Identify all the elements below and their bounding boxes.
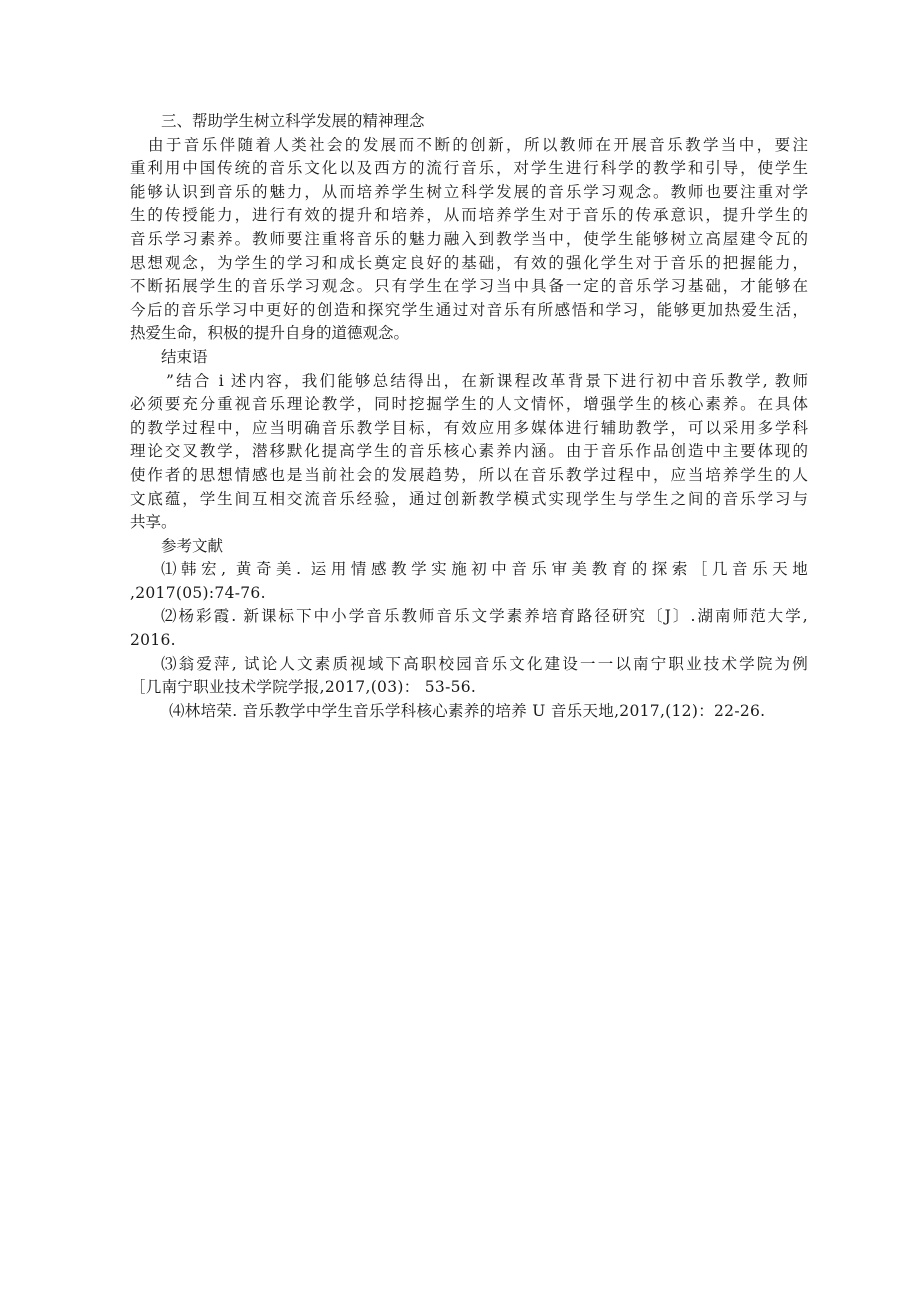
document-page	[130, 110, 808, 723]
paragraph-line: 不断拓展学生的音乐学习观念。只有学生在学习当中具备一定的音乐学习基础，才能够在	[130, 277, 808, 296]
paragraph-line: 能够认识到音乐的魅力，从而培养学生树立科学发展的音乐学习观念。教师也要注重对学	[130, 182, 808, 201]
paragraph-line: 音乐学习素养。教师要注重将音乐的魅力融入到教学当中，使学生能够树立高屋建令瓦的	[130, 229, 808, 248]
paragraph-line: 的教学过程中，应当明确音乐教学目标，有效应用多媒体进行辅助教学，可以采用多学科	[130, 418, 808, 437]
paragraph-line: 生的传授能力，进行有效的提升和培养，从而培养学生对于音乐的传承意识，提升学生的	[130, 206, 808, 225]
reference-item: ⑶翁爱萍, 试论人文素质视域下高职校园音乐文化建设一一以南宁职业技术学院为例	[161, 654, 808, 673]
section-3-paragraph	[130, 134, 808, 346]
paragraph-line: 使作者的思想情感也是当前社会的发展趋势，所以在音乐教学过程中，应当培养学生的人	[130, 465, 808, 484]
reference-item-continuation: ,2017(05):74-76.	[130, 583, 266, 602]
reference-item-continuation: 2016.	[130, 631, 176, 650]
section-heading-3: 三、帮助学生树立科学发展的精神理念	[161, 112, 425, 130]
paragraph-line: 今后的音乐学习中更好的创造和探究学生通过对音乐有所感悟和学习，能够更加热爱生活，	[130, 300, 808, 319]
references-heading: 参考文献	[161, 536, 224, 555]
reference-item: ⑴韩宏, 黄奇美. 运用情感教学实施初中音乐审美教育的探索［几音乐天地	[161, 560, 808, 579]
paragraph-line: ”结合 i 述内容，我们能够总结得出，在新课程改革背景下进行初中音乐教学, 教师	[166, 371, 808, 390]
paragraph-line: 热爱生命，积极的提升自身的道德观念。	[130, 324, 410, 343]
paragraph-line: 重利用中国传统的音乐文化以及西方的流行音乐，对学生进行科学的教学和引导，使学生	[130, 159, 808, 178]
paragraph-line: 必须要充分重视音乐理论教学，同时挖掘学生的人文情怀，增强学生的核心素养。在具体	[130, 395, 808, 414]
paragraph-line: 文底蕴，学生间互相交流音乐经验，通过创新教学模式实现学生与学生之间的音乐学习与	[130, 489, 808, 508]
paragraph-line: 由于音乐伴随着人类社会的发展而不断的创新，所以教师在开展音乐教学当中，要注	[148, 135, 808, 154]
conclusion-paragraph	[130, 370, 808, 535]
paragraph-line: 理论交叉教学，潜移默化提高学生的音乐核心素养内涵。由于音乐作品创造中主要体现的	[130, 442, 808, 461]
reference-item: ⑷林培荣. 音乐教学中学生音乐学科核心素养的培养 U 音乐天地,2017,(12)：22-26.	[169, 701, 766, 720]
reference-item-continuation: ［几南宁职业技术学院学报,2017,(03)： 53-56.	[130, 678, 477, 697]
paragraph-line: 思想观念，为学生的学习和成长奠定良好的基础，有效的强化学生对于音乐的把握能力，	[130, 253, 808, 272]
conclusion-heading: 结束语	[161, 347, 208, 366]
paragraph-line: 共享。	[130, 513, 177, 532]
references-list	[130, 558, 808, 723]
reference-item: ⑵杨彩霞. 新课标下中小学音乐教师音乐文学素养培育路径研究〔J〕.湖南师范大学,	[161, 607, 808, 626]
